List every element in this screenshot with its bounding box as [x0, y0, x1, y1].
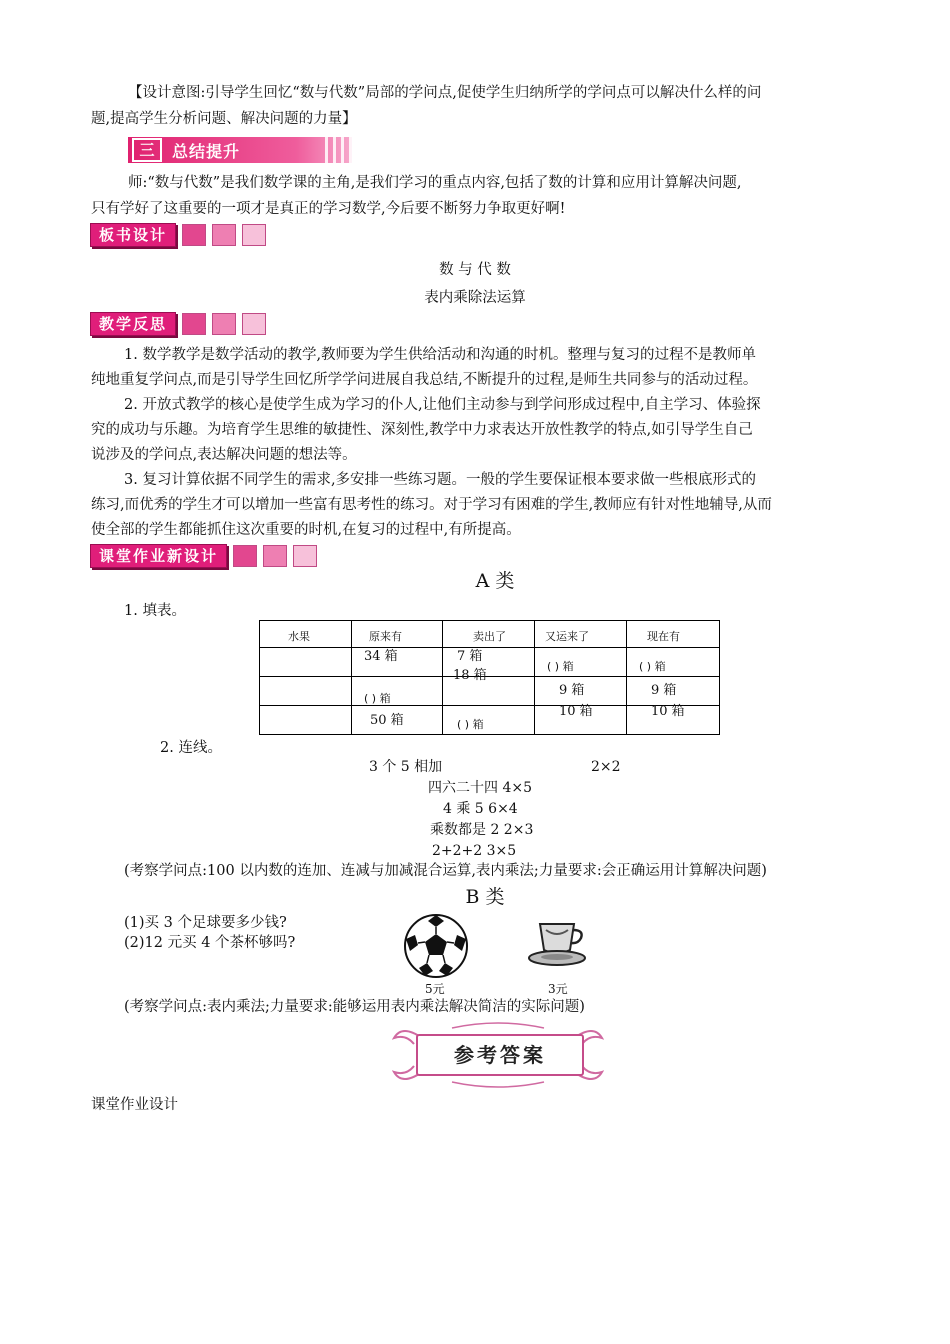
summary-number: 三 [132, 138, 162, 162]
b-question-1: (1)买 3 个足球要多少钱? [124, 915, 287, 931]
summary-stripes [320, 137, 352, 163]
summary-title: 总结提升 [172, 141, 241, 161]
b-question-2: (2)12 元买 4 个茶杯够吗? [124, 935, 296, 951]
homework-header [90, 544, 317, 568]
reflection-p1-line1: 1. 数学教学是数学活动的教学,教师要为学生供给活动和沟通的时机。整理与复习的过程不是教师单 [124, 347, 757, 363]
table-header-cell: 原来有 [352, 621, 443, 648]
category-b-title: B 类 [465, 886, 505, 908]
summary-line2: 只有学好了这重要的一项才是真正的学习数学,今后要不断努力争取更好啊! [91, 201, 566, 217]
table-cell: 10 箱 [535, 706, 627, 735]
table-cell: ( ) 箱 [627, 648, 720, 677]
match-item-left-1: 3 个 5 相加 [369, 759, 443, 775]
table-cell [443, 677, 535, 706]
table-cell [260, 706, 352, 735]
table-cell: 7 箱 18 箱 [443, 648, 535, 677]
table-header-cell: 水果 [260, 621, 352, 648]
reflection-p3-line1: 3. 复习计算依据不同学生的需求,多安排一些练习题。一般的学生要保证根本要求做一些根底形式的 [124, 472, 757, 488]
table-header-row [260, 621, 720, 648]
board-design-label: 板书设计 [90, 223, 176, 247]
reflection-p3-line3: 使全部的学生都能抓住这次重要的时机,在复习的过程中,有所提高。 [91, 522, 521, 538]
match-item-5: 2+2+2 3×5 [432, 843, 517, 859]
summary-header [128, 137, 352, 163]
reflection-p1-line2: 纯地重复学问点,而是引导学生回忆所学学问进展自我总结,不断提升的过程,是师生共同参与的活动过程。 [91, 372, 758, 388]
match-item-3: 4 乘 5 6×4 [443, 801, 518, 817]
reflection-p2-line2: 究的成功与乐趣。为培育学生思维的敏捷性、深刻性,教学中力求表达开放性教学的特点,如引导学生自己 [91, 422, 753, 438]
header-square [233, 545, 257, 567]
category-a-title: A 类 [475, 570, 515, 592]
reflection-label: 教学反思 [90, 312, 176, 336]
header-square [293, 545, 317, 567]
soccer-ball-icon [403, 913, 469, 979]
note-b: (考察学问点:表内乘法;力量要求:能够运用表内乘法解决简洁的实际问题) [124, 999, 585, 1015]
table-cell: 9 箱 [627, 677, 720, 706]
table-cell [260, 677, 352, 706]
header-square [182, 313, 206, 335]
ball-price: 5元 [425, 982, 445, 996]
header-square [242, 313, 266, 335]
question-2: 2. 连线。 [160, 740, 222, 756]
match-item-4: 乘数都是 2 2×3 [430, 822, 534, 838]
board-subtitle: 表内乘除法运算 [424, 290, 526, 306]
table-cell: ( ) 箱 [535, 648, 627, 677]
note-a: (考察学问点:100 以内数的连加、连减与加减混合运算,表内乘法;力量要求:会正确运用计算解决问题) [124, 863, 767, 879]
table-cell: 10 箱 [627, 706, 720, 735]
table-row [260, 706, 720, 735]
table-header-cell: 又运来了 [535, 621, 627, 648]
reflection-header [90, 312, 266, 336]
header-square [182, 224, 206, 246]
tea-cup-icon [526, 916, 590, 972]
table-cell: ( ) 箱 [352, 677, 443, 706]
homework-label: 课堂作业新设计 [90, 544, 227, 568]
table-header-cell: 现在有 [627, 621, 720, 648]
table-row [260, 648, 720, 677]
header-square [212, 224, 236, 246]
board-title: 数 与 代 数 [439, 262, 511, 278]
match-item-2: 四六二十四 4×5 [428, 780, 532, 796]
board-design-header [90, 223, 266, 247]
match-item-right-1: 2×2 [591, 759, 621, 775]
question-1: 1. 填表。 [124, 603, 186, 619]
header-square [212, 313, 236, 335]
header-square [242, 224, 266, 246]
answer-banner [392, 1020, 604, 1090]
design-intent-line1: 【设计意图:引导学生回忆“数与代数”局部的学问点,促使学生归纳所学的学问点可以解决什么样的问 [128, 85, 762, 101]
reflection-p2-line3: 说涉及的学问点,表达解决问题的想法等。 [91, 447, 357, 463]
design-intent-line2: 题,提高学生分析问题、解决问题的力量】 [91, 111, 357, 127]
answer-banner-label: 参考答案 [416, 1034, 584, 1076]
summary-line1: 师:“数与代数”是我们数学课的主角,是我们学习的重点内容,包括了数的计算和应用计算解决问题, [128, 175, 742, 191]
table-cell: 9 箱 [535, 677, 627, 706]
header-square [263, 545, 287, 567]
table-cell [260, 648, 352, 677]
fill-table [259, 620, 720, 735]
reflection-p2-line1: 2. 开放式教学的核心是使学生成为学习的仆人,让他们主动参与到学问形成过程中,自主学习、体验探 [124, 397, 761, 413]
table-cell: 34 箱 [352, 648, 443, 677]
reflection-p3-line2: 练习,而优秀的学生才可以增加一些富有思考性的练习。对于学习有困难的学生,教师应有针对性地辅导,从而 [91, 497, 772, 513]
table-header-cell: 卖出了 [443, 621, 535, 648]
cup-price: 3元 [548, 982, 568, 996]
table-cell: 50 箱 [352, 706, 443, 735]
table-cell: ( ) 箱 [443, 706, 535, 735]
answer-section-title: 课堂作业设计 [91, 1097, 178, 1113]
